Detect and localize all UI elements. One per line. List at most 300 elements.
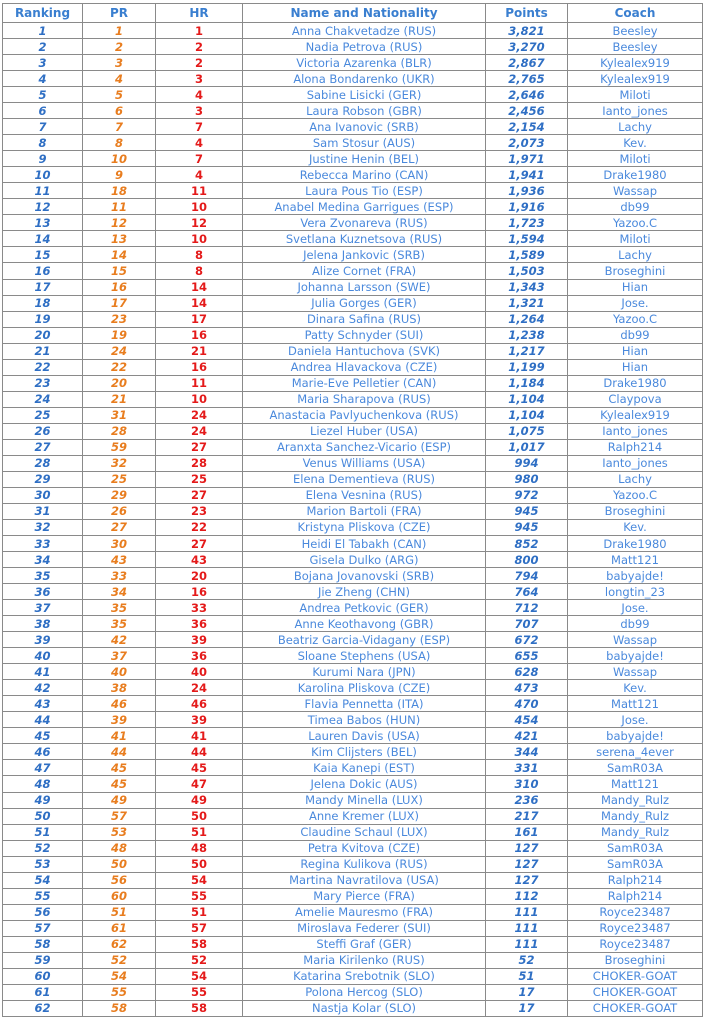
points-cell: 1,723 [486,215,568,231]
coach-cell: Mandy_Rulz [568,792,703,808]
points-cell: 707 [486,616,568,632]
pr-cell: 19 [83,327,156,343]
table-row [3,792,703,808]
table-row [3,856,703,872]
rank-cell: 37 [3,600,83,616]
rank-cell: 7 [3,119,83,135]
name-cell: Timea Babos (HUN) [243,712,486,728]
pr-cell: 62 [83,936,156,952]
pr-cell: 4 [83,71,156,87]
pr-cell: 41 [83,728,156,744]
rank-cell: 55 [3,888,83,904]
pr-cell: 60 [83,888,156,904]
table-row [3,552,703,568]
name-cell: Mandy Minella (LUX) [243,792,486,808]
hr-cell: 58 [156,1000,243,1016]
name-cell: Elena Dementieva (RUS) [243,471,486,487]
table-row [3,471,703,487]
name-cell: Anabel Medina Garrigues (ESP) [243,199,486,215]
pr-cell: 13 [83,231,156,247]
points-cell: 2,456 [486,103,568,119]
hr-cell: 52 [156,952,243,968]
coach-cell: Kev. [568,680,703,696]
points-cell: 1,941 [486,167,568,183]
pr-cell: 21 [83,391,156,407]
coach-cell: Ralph214 [568,888,703,904]
coach-cell: Yazoo.C [568,215,703,231]
hr-cell: 3 [156,71,243,87]
rank-cell: 48 [3,776,83,792]
pr-cell: 42 [83,632,156,648]
coach-cell: CHOKER-GOAT [568,1000,703,1016]
pr-cell: 24 [83,343,156,359]
table-row [3,55,703,71]
name-cell: Mary Pierce (FRA) [243,888,486,904]
name-cell: Liezel Huber (USA) [243,423,486,439]
rank-cell: 25 [3,407,83,423]
name-cell: Victoria Azarenka (BLR) [243,55,486,71]
coach-cell: Ianto_jones [568,423,703,439]
coach-cell: Broseghini [568,263,703,279]
hr-cell: 20 [156,568,243,584]
coach-cell: SamR03A [568,840,703,856]
points-cell: 473 [486,680,568,696]
hr-cell: 54 [156,968,243,984]
name-cell: Kim Clijsters (BEL) [243,744,486,760]
table-row [3,680,703,696]
hr-cell: 45 [156,760,243,776]
rank-cell: 41 [3,664,83,680]
table-row [3,151,703,167]
hr-cell: 23 [156,503,243,519]
name-cell: Heidi El Tabakh (CAN) [243,536,486,552]
table-row [3,167,703,183]
table-row [3,71,703,87]
points-header: Points [486,4,568,23]
coach-cell: Matt121 [568,776,703,792]
points-cell: 127 [486,872,568,888]
points-cell: 1,075 [486,423,568,439]
name-cell: Beatriz Garcia-Vidagany (ESP) [243,632,486,648]
hr-cell: 17 [156,311,243,327]
hr-cell: 44 [156,744,243,760]
rank-cell: 27 [3,439,83,455]
name-cell: Rebecca Marino (CAN) [243,167,486,183]
table-row [3,343,703,359]
pr-cell: 38 [83,680,156,696]
table-row [3,231,703,247]
points-cell: 1,916 [486,199,568,215]
points-cell: 2,073 [486,135,568,151]
rankings-table [2,3,703,1017]
hr-cell: 39 [156,712,243,728]
coach-cell: SamR03A [568,760,703,776]
pr-cell: 35 [83,600,156,616]
hr-cell: 4 [156,87,243,103]
points-cell: 1,594 [486,231,568,247]
pr-cell: 44 [83,744,156,760]
points-cell: 331 [486,760,568,776]
rank-cell: 22 [3,359,83,375]
coach-cell: babyajde! [568,728,703,744]
pr-cell: 1 [83,23,156,39]
pr-cell: 54 [83,968,156,984]
hr-cell: 39 [156,632,243,648]
points-cell: 17 [486,1000,568,1016]
pr-cell: 18 [83,183,156,199]
name-cell: Justine Henin (BEL) [243,151,486,167]
points-cell: 52 [486,952,568,968]
ranking-header: Ranking [3,4,83,23]
coach-cell: Ianto_jones [568,103,703,119]
rank-cell: 29 [3,471,83,487]
rank-cell: 12 [3,199,83,215]
table-row [3,375,703,391]
hr-cell: 36 [156,648,243,664]
rank-cell: 51 [3,824,83,840]
table-row [3,568,703,584]
name-cell: Kristyna Pliskova (CZE) [243,519,486,535]
hr-cell: 55 [156,888,243,904]
hr-cell: 27 [156,487,243,503]
pr-cell: 25 [83,471,156,487]
name-cell: Maria Sharapova (RUS) [243,391,486,407]
points-cell: 51 [486,968,568,984]
hr-cell: 51 [156,904,243,920]
pr-cell: 33 [83,568,156,584]
points-cell: 1,264 [486,311,568,327]
pr-cell: 10 [83,151,156,167]
rank-cell: 53 [3,856,83,872]
pr-cell: 14 [83,247,156,263]
pr-cell: 37 [83,648,156,664]
name-cell: Johanna Larsson (SWE) [243,279,486,295]
name-cell: Alize Cornet (FRA) [243,263,486,279]
rank-cell: 30 [3,487,83,503]
coach-cell: babyajde! [568,568,703,584]
name-cell: Karolina Pliskova (CZE) [243,680,486,696]
pr-cell: 48 [83,840,156,856]
coach-cell: Jose. [568,712,703,728]
name-cell: Jelena Dokic (AUS) [243,776,486,792]
pr-cell: 45 [83,776,156,792]
hr-cell: 55 [156,984,243,1000]
pr-cell: 31 [83,407,156,423]
coach-cell: Mandy_Rulz [568,808,703,824]
table-row [3,407,703,423]
table-row [3,632,703,648]
table-row [3,664,703,680]
rank-cell: 3 [3,55,83,71]
pr-header: PR [83,4,156,23]
rank-cell: 43 [3,696,83,712]
points-cell: 1,017 [486,439,568,455]
hr-cell: 3 [156,103,243,119]
coach-header: Coach [568,4,703,23]
pr-cell: 50 [83,856,156,872]
hr-cell: 28 [156,455,243,471]
points-cell: 1,199 [486,359,568,375]
coach-cell: Lachy [568,247,703,263]
pr-cell: 8 [83,135,156,151]
pr-cell: 23 [83,311,156,327]
points-cell: 1,503 [486,263,568,279]
hr-cell: 24 [156,423,243,439]
hr-cell: 14 [156,279,243,295]
rank-cell: 14 [3,231,83,247]
name-cell: Elena Vesnina (RUS) [243,487,486,503]
hr-cell: 24 [156,407,243,423]
table-row [3,199,703,215]
name-cell: Ana Ivanovic (SRB) [243,119,486,135]
name-cell: Lauren Davis (USA) [243,728,486,744]
rank-cell: 2 [3,39,83,55]
points-cell: 3,270 [486,39,568,55]
coach-cell: Drake1980 [568,375,703,391]
pr-cell: 35 [83,616,156,632]
pr-cell: 9 [83,167,156,183]
name-cell: Kurumi Nara (JPN) [243,664,486,680]
name-cell: Nastja Kolar (SLO) [243,1000,486,1016]
hr-cell: 50 [156,856,243,872]
coach-cell: Drake1980 [568,536,703,552]
points-cell: 980 [486,471,568,487]
points-cell: 127 [486,856,568,872]
coach-cell: serena_4ever [568,744,703,760]
points-cell: 2,867 [486,55,568,71]
points-cell: 127 [486,840,568,856]
coach-cell: Broseghini [568,503,703,519]
name-cell: Polona Hercog (SLO) [243,984,486,1000]
rank-cell: 23 [3,375,83,391]
pr-cell: 5 [83,87,156,103]
points-cell: 310 [486,776,568,792]
hr-cell: 47 [156,776,243,792]
table-row [3,327,703,343]
hr-cell: 2 [156,39,243,55]
name-cell: Maria Kirilenko (RUS) [243,952,486,968]
table-body [3,23,703,1017]
coach-cell: Ralph214 [568,872,703,888]
table-row [3,712,703,728]
coach-cell: CHOKER-GOAT [568,984,703,1000]
table-row [3,311,703,327]
rank-cell: 31 [3,503,83,519]
points-cell: 236 [486,792,568,808]
coach-cell: Lachy [568,119,703,135]
pr-cell: 34 [83,584,156,600]
coach-cell: SamR03A [568,856,703,872]
pr-cell: 16 [83,279,156,295]
coach-cell: Yazoo.C [568,311,703,327]
coach-cell: Drake1980 [568,167,703,183]
coach-cell: Beesley [568,39,703,55]
pr-cell: 52 [83,952,156,968]
coach-cell: db99 [568,327,703,343]
table-row [3,183,703,199]
rank-cell: 19 [3,311,83,327]
points-cell: 800 [486,552,568,568]
points-cell: 470 [486,696,568,712]
name-cell: Jie Zheng (CHN) [243,584,486,600]
points-cell: 672 [486,632,568,648]
coach-cell: Wassap [568,632,703,648]
name-cell: Katarina Srebotnik (SLO) [243,968,486,984]
coach-cell: Ralph214 [568,439,703,455]
hr-cell: 14 [156,295,243,311]
coach-cell: Wassap [568,183,703,199]
pr-cell: 51 [83,904,156,920]
name-cell: Petra Kvitova (CZE) [243,840,486,856]
rank-cell: 54 [3,872,83,888]
table-row [3,984,703,1000]
points-cell: 3,821 [486,23,568,39]
hr-cell: 11 [156,183,243,199]
pr-cell: 15 [83,263,156,279]
hr-cell: 4 [156,167,243,183]
pr-cell: 46 [83,696,156,712]
coach-cell: Kylealex919 [568,71,703,87]
table-row [3,904,703,920]
rank-cell: 42 [3,680,83,696]
pr-cell: 39 [83,712,156,728]
hr-header: HR [156,4,243,23]
table-row [3,968,703,984]
rank-cell: 49 [3,792,83,808]
table-row [3,439,703,455]
coach-cell: Matt121 [568,696,703,712]
rank-cell: 59 [3,952,83,968]
rank-cell: 50 [3,808,83,824]
pr-cell: 53 [83,824,156,840]
table-row [3,776,703,792]
name-cell: Julia Gorges (GER) [243,295,486,311]
points-cell: 344 [486,744,568,760]
rank-cell: 52 [3,840,83,856]
pr-cell: 27 [83,519,156,535]
hr-cell: 7 [156,119,243,135]
name-cell: Kaia Kanepi (EST) [243,760,486,776]
pr-cell: 61 [83,920,156,936]
coach-cell: CHOKER-GOAT [568,968,703,984]
table-row [3,728,703,744]
points-cell: 1,343 [486,279,568,295]
coach-cell: Miloti [568,231,703,247]
pr-cell: 43 [83,552,156,568]
hr-cell: 40 [156,664,243,680]
rank-cell: 33 [3,536,83,552]
table-row [3,279,703,295]
pr-cell: 28 [83,423,156,439]
table-row [3,215,703,231]
hr-cell: 22 [156,519,243,535]
name-cell: Vera Zvonareva (RUS) [243,215,486,231]
rank-cell: 8 [3,135,83,151]
name-cell: Aranxta Sanchez-Vicario (ESP) [243,439,486,455]
hr-cell: 27 [156,439,243,455]
table-row [3,295,703,311]
hr-cell: 43 [156,552,243,568]
name-cell: Gisela Dulko (ARG) [243,552,486,568]
coach-cell: Kev. [568,519,703,535]
rank-cell: 26 [3,423,83,439]
coach-cell: Kev. [568,135,703,151]
table-row [3,824,703,840]
coach-cell: Mandy_Rulz [568,824,703,840]
name-cell: Regina Kulikova (RUS) [243,856,486,872]
pr-cell: 57 [83,808,156,824]
rank-cell: 34 [3,552,83,568]
table-row [3,263,703,279]
name-cell: Anne Kremer (LUX) [243,808,486,824]
name-cell: Miroslava Federer (SUI) [243,920,486,936]
table-row [3,808,703,824]
name-cell: Sloane Stephens (USA) [243,648,486,664]
table-row [3,487,703,503]
hr-cell: 16 [156,359,243,375]
table-row [3,423,703,439]
points-cell: 421 [486,728,568,744]
name-cell: Andrea Petkovic (GER) [243,600,486,616]
table-row [3,648,703,664]
table-row [3,1000,703,1016]
table-row [3,87,703,103]
hr-cell: 51 [156,824,243,840]
hr-cell: 49 [156,792,243,808]
points-cell: 111 [486,936,568,952]
points-cell: 655 [486,648,568,664]
pr-cell: 3 [83,55,156,71]
coach-cell: Claypova [568,391,703,407]
points-cell: 2,646 [486,87,568,103]
table-row [3,536,703,552]
points-cell: 994 [486,455,568,471]
coach-cell: Hian [568,279,703,295]
hr-cell: 54 [156,872,243,888]
points-cell: 794 [486,568,568,584]
coach-cell: Royce23487 [568,920,703,936]
table-row [3,920,703,936]
table-row [3,23,703,39]
hr-cell: 12 [156,215,243,231]
coach-cell: Lachy [568,471,703,487]
hr-cell: 48 [156,840,243,856]
pr-cell: 17 [83,295,156,311]
hr-cell: 10 [156,231,243,247]
pr-cell: 20 [83,375,156,391]
name-cell: Venus Williams (USA) [243,455,486,471]
coach-cell: longtin_23 [568,584,703,600]
table-row [3,616,703,632]
rank-cell: 16 [3,263,83,279]
table-row [3,247,703,263]
name-cell: Bojana Jovanovski (SRB) [243,568,486,584]
name-cell: Alona Bondarenko (UKR) [243,71,486,87]
coach-cell: Miloti [568,87,703,103]
coach-cell: Broseghini [568,952,703,968]
pr-cell: 49 [83,792,156,808]
name-cell: Laura Robson (GBR) [243,103,486,119]
coach-cell: Miloti [568,151,703,167]
coach-cell: Matt121 [568,552,703,568]
pr-cell: 40 [83,664,156,680]
rank-cell: 32 [3,519,83,535]
pr-cell: 6 [83,103,156,119]
rank-cell: 6 [3,103,83,119]
rank-cell: 45 [3,728,83,744]
points-cell: 454 [486,712,568,728]
rank-cell: 11 [3,183,83,199]
